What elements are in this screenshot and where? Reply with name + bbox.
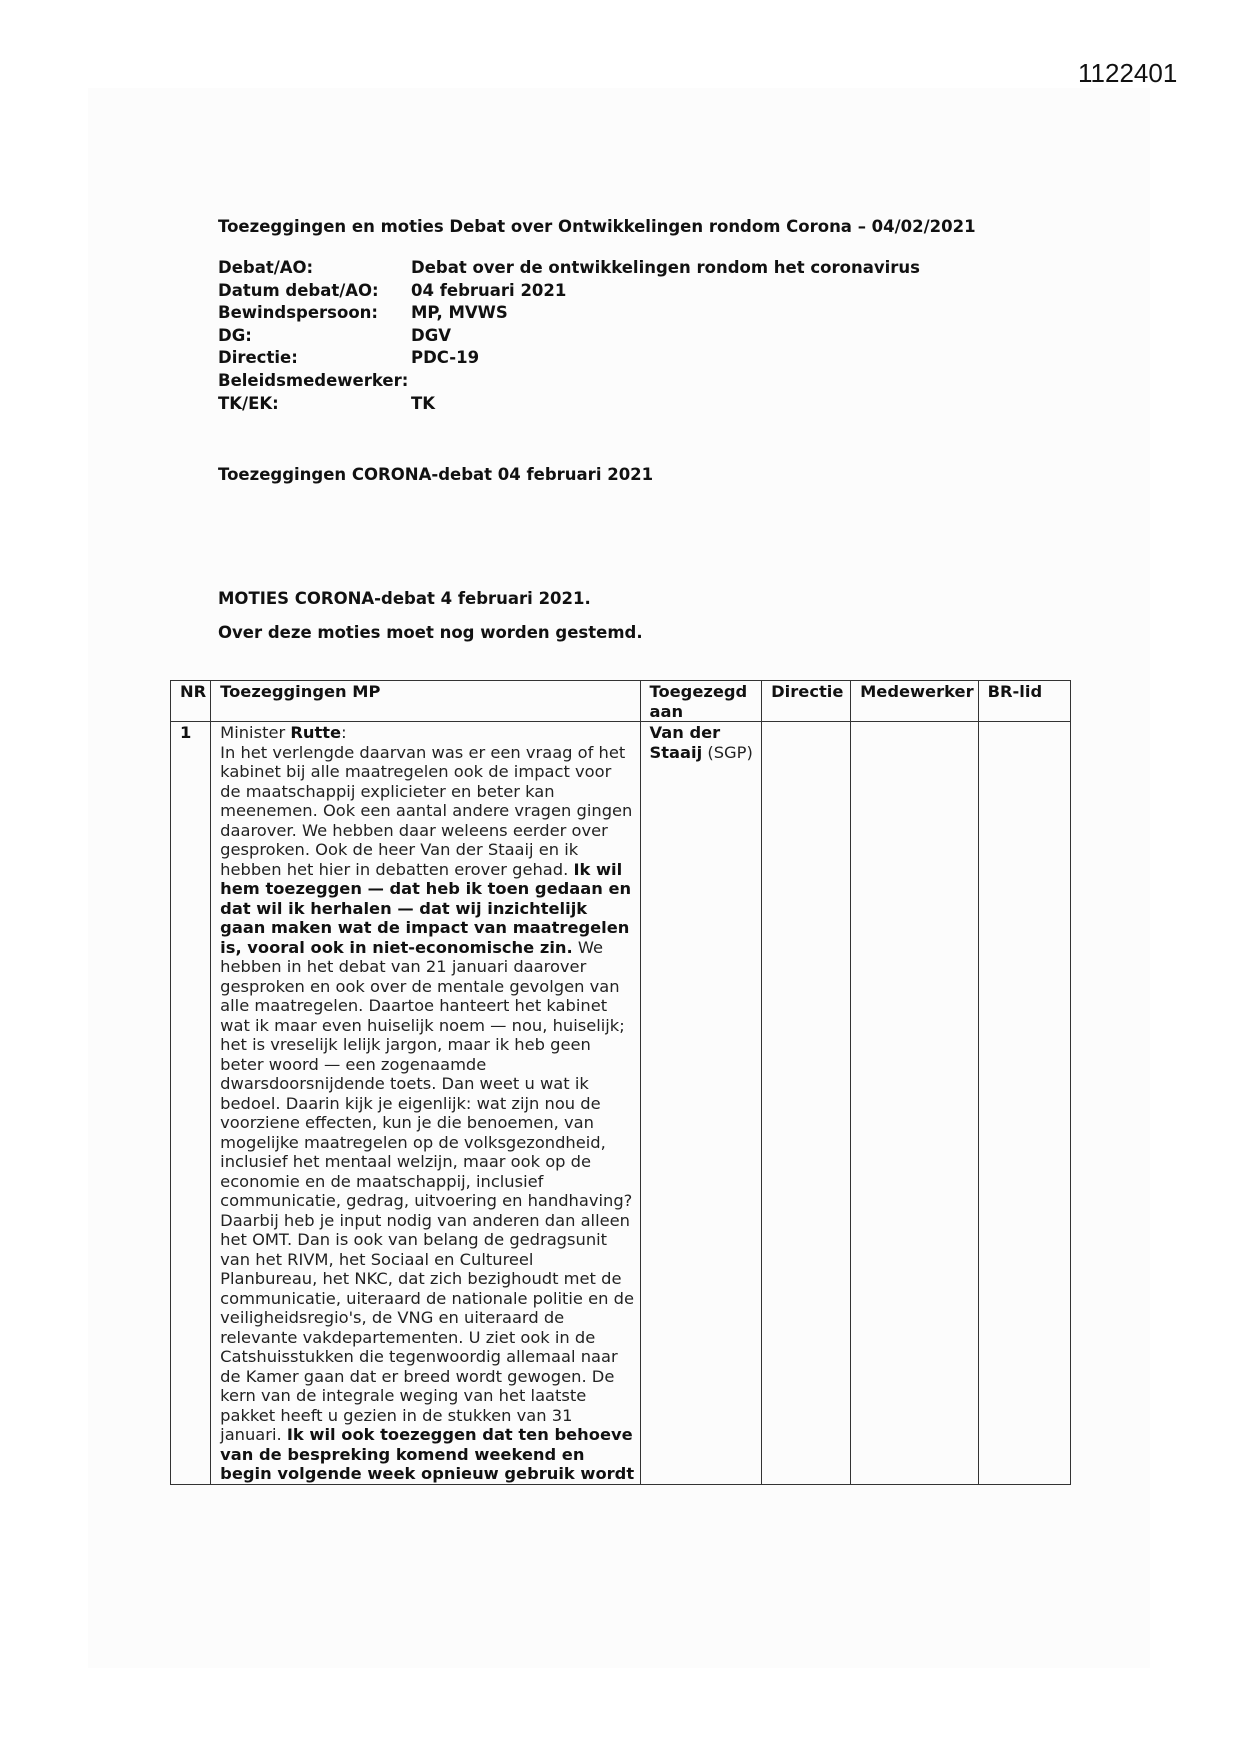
header-toegezegd-aan: Toegezegd aan xyxy=(640,681,762,722)
document-title: Toezeggingen en moties Debat over Ontwikkelingen rondom Corona – 04/02/2021 xyxy=(218,217,976,236)
meta-value: 04 februari 2021 xyxy=(411,280,567,300)
meta-label: Beleidsmedewerker: xyxy=(218,370,409,390)
meta-label: Bewindspersoon: xyxy=(218,303,379,323)
table-row xyxy=(171,722,1071,1485)
speaker-suffix: : xyxy=(341,723,347,742)
toezegging-commitment-2: Ik wil ook toezeggen dat ten behoeve van de bespreking komend weekend en begin volgende week opnieuw gebruik wordt xyxy=(220,1425,635,1483)
section-heading-moties: MOTIES CORONA-debat 4 februari 2021. xyxy=(218,589,591,608)
meta-row-dg xyxy=(218,325,920,348)
row-number: 1 xyxy=(180,723,192,742)
meta-row-datum xyxy=(218,280,920,303)
meta-row-beleidsmedewerker xyxy=(218,370,920,393)
meta-label: Datum debat/AO: xyxy=(218,280,379,300)
meta-value: DGV xyxy=(411,325,452,345)
cell-directie xyxy=(762,722,851,1485)
cell-toegezegd-aan xyxy=(640,722,762,1485)
header-directie: Directie xyxy=(762,681,851,722)
header-nr: NR xyxy=(171,681,211,722)
meta-value: Debat over de ontwikkelingen rondom het coronavirus xyxy=(411,258,920,277)
meta-label: DG: xyxy=(218,325,252,345)
meta-row-bewindspersoon xyxy=(218,302,920,325)
meta-row-tk-ek xyxy=(218,393,920,416)
speaker-name: Rutte xyxy=(290,723,342,742)
metadata-block xyxy=(218,257,920,415)
toegezegd-aan-party: (SGP) xyxy=(702,742,753,762)
toezegging-commitment-1: Ik wil hem toezeggen — dat heb ik toen gedaan en dat wil ik herhalen — dat wij inzichtelijk gaan maken wat de impact van maatregelen is, vooral ook in niet-economische zin. xyxy=(220,859,632,957)
meta-value: MP, MVWS xyxy=(411,303,508,323)
meta-row-directie xyxy=(218,347,920,370)
section-heading-toezeggingen: Toezeggingen CORONA-debat 04 februari 2021 xyxy=(218,465,654,484)
toezegging-text-1: In het verlengde daarvan was er een vraag of het kabinet bij alle maatregelen ook de impact voor de maatschappij explicieter en beter kan meenemen. Ook een aantal andere vragen gingen daarover. We hebben daar weleens eerder over gesproken. Ook de heer Van der Staaij en ik hebben het hier in debatten erover gehad. xyxy=(220,742,633,879)
document-number: 1122401 xyxy=(1078,58,1178,88)
toegezegd-aan-name: Van der Staaij xyxy=(649,723,721,762)
table-header-row xyxy=(171,681,1071,722)
toezeggingen-table xyxy=(170,680,1071,1485)
cell-nr xyxy=(171,722,211,1485)
header-toezeggingen: Toezeggingen MP xyxy=(211,681,640,722)
toezegging-text-2: We hebben in het debat van 21 januari daarover gesproken en ook over de mentale gevolgen van alle maatregelen. Daartoe hanteert het kabinet wat ik maar even huiselijk noem — nou, huiselijk; het is vreselijk lelijk jargon, maar ik heb geen beter woord — een zogenaamde dwarsdoorsnijdende toets. Dan weet u wat ik bedoel. Daarin kijk je eigenlijk: wat zijn nou de voorziene effecten, kun je die benoemen, van mogelijke maatregelen op de volksgezondheid, inclusief het mentaal welzijn, maar ook op de economie en de maatschappij, inclusief communicatie, gedrag, uitvoering en handhaving? Daarbij heb je input nodig van anderen dan alleen het OMT. Dan is ook van belang de gedragsunit van het RIVM, het Sociaal en Cultureel Planbureau, het NKC, dat zich bezighoudt met de communicatie, uiteraard de nationale politie en de veiligheidsregio's, de VNG en uiteraard de relevante vakdepartementen. U ziet ook in de Catshuisstukken die tegenwoordig allemaal naar de Kamer gaan dat er breed wordt gewogen. De kern van de integrale weging van het laatste pakket heeft u gezien in de stukken van 31 januari. xyxy=(220,937,634,1444)
meta-value: TK xyxy=(411,393,436,413)
cell-toezegging-text xyxy=(211,722,640,1485)
meta-label: Debat/AO: xyxy=(218,258,314,277)
meta-row-debat xyxy=(218,257,920,280)
header-br-lid: BR-lid xyxy=(978,681,1070,722)
cell-br-lid xyxy=(978,722,1070,1485)
header-medewerker: Medewerker xyxy=(851,681,979,722)
meta-value: PDC-19 xyxy=(411,348,480,368)
meta-label: TK/EK: xyxy=(218,393,279,413)
speaker-prefix: Minister xyxy=(220,723,291,742)
cell-medewerker xyxy=(851,722,979,1485)
meta-label: Directie: xyxy=(218,348,298,368)
moties-note: Over deze moties moet nog worden gestemd. xyxy=(218,623,643,642)
